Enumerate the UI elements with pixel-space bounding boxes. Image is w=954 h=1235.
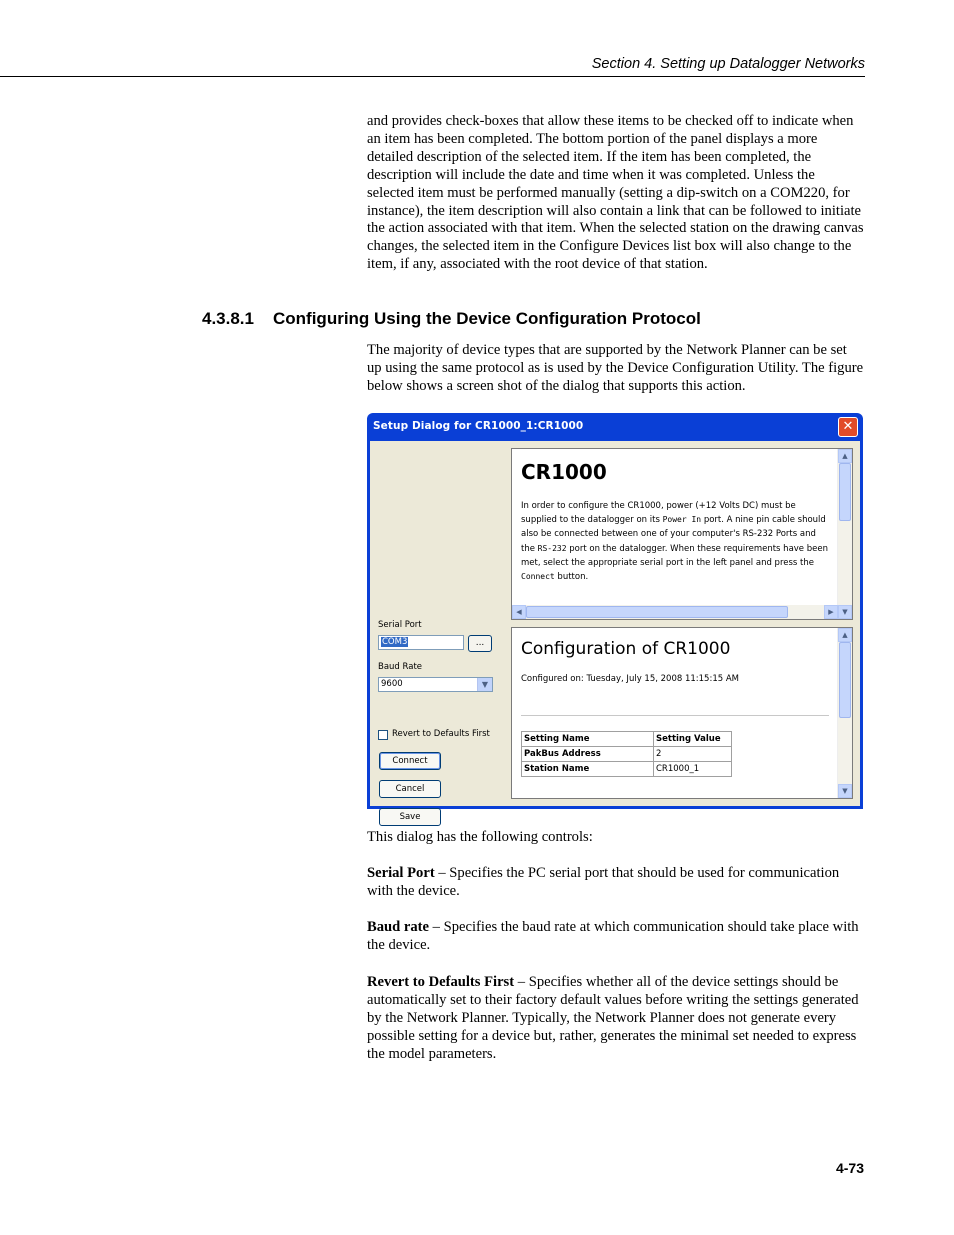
heading-number: 4.3.8.1 xyxy=(202,309,254,328)
heading-title: Configuring Using the Device Configuration Protocol xyxy=(273,309,701,328)
control-term: Revert to Defaults First xyxy=(367,974,515,990)
dialog-title: Setup Dialog for CR1000_1:CR1000 xyxy=(373,420,584,432)
control-description xyxy=(367,974,864,1064)
device-info-text xyxy=(521,499,831,584)
control-description xyxy=(367,865,864,901)
controls-intro: This dialog has the following controls: xyxy=(367,829,593,845)
scroll-up-icon[interactable]: ▲ xyxy=(838,449,852,463)
settings-table xyxy=(521,731,732,777)
hscroll-thumb[interactable] xyxy=(526,606,788,618)
paragraph-2: The majority of device types that are supported by the Network Planner can be set up using the same protocol as is used by the Device Configuration Utility. The figure below shows a screen shot of the dialog that supports this action. xyxy=(367,342,864,394)
table-row xyxy=(522,747,732,762)
divider xyxy=(521,715,829,716)
device-info-pane[interactable] xyxy=(511,448,853,620)
section-heading xyxy=(202,309,701,329)
setup-dialog xyxy=(367,413,863,822)
control-desc: – Specifies whether all of the device settings should be automatically set to their factory default values before writing the settings generated by the Network Planner. Typically, the Network Planner does not generate every possible setting for a device but, rather, generates the minimal set needed to express the model parameters. xyxy=(367,974,859,1062)
horizontal-scrollbar[interactable] xyxy=(512,605,838,619)
table-header-row xyxy=(522,732,732,747)
scroll-down-icon[interactable]: ▼ xyxy=(838,784,852,798)
page-number: 4-73 xyxy=(835,1160,864,1176)
rs232-code: RS-232 xyxy=(537,543,567,553)
scroll-right-icon[interactable]: ▶ xyxy=(824,605,838,619)
close-icon[interactable]: ✕ xyxy=(838,417,858,437)
revert-label: Revert to Defaults First xyxy=(392,729,490,739)
intro-paragraph: and provides check-boxes that allow these items to be checked off to indicate when an item has been completed. The bottom portion of the panel displays a more detailed description of the selected item. If the item has been completed, the description will include the date and time when it was completed. Unless the selected item must be performed manually (setting a dip-switch on a COM220, for instance), the item description will also contain a link that can be followed to initiate the action associated with that item. When the selected station on the drawing canvas changes, the selected item in the Configure Devices list box will also change to the item, if any, associated with the root device of that station. xyxy=(367,113,864,273)
serial-port-value: COM3 xyxy=(382,637,408,647)
device-info-title: CR1000 xyxy=(521,460,607,484)
chevron-down-icon[interactable]: ▼ xyxy=(477,678,492,691)
browse-button[interactable]: ... xyxy=(468,635,492,652)
scroll-left-icon[interactable]: ◀ xyxy=(512,605,526,619)
scroll-down-icon[interactable]: ▼ xyxy=(838,605,852,619)
setting-value-cell: 2 xyxy=(654,747,732,762)
power-in-code: Power In xyxy=(662,515,702,525)
scroll-thumb[interactable] xyxy=(839,463,851,521)
left-panel xyxy=(370,441,510,822)
baud-rate-label: Baud Rate xyxy=(378,662,423,672)
connect-button[interactable]: Connect xyxy=(379,752,441,770)
column-header: Setting Value xyxy=(654,732,732,747)
configured-on-text: Configured on: Tuesday, July 15, 2008 11:15:15 AM xyxy=(521,674,739,684)
dialog-titlebar xyxy=(370,413,860,441)
setting-name-cell: PakBus Address xyxy=(522,747,654,762)
control-desc: – Specifies the PC serial port that should be used for communication with the device. xyxy=(367,865,840,899)
control-term: Serial Port xyxy=(367,865,435,881)
info-text-part: button. xyxy=(554,572,589,583)
baud-rate-value: 9600 xyxy=(381,679,403,689)
connect-code: Connect xyxy=(521,572,555,582)
control-description xyxy=(367,919,864,955)
section-title: Section 4. Setting up Datalogger Networks xyxy=(591,56,865,72)
setting-value-cell: CR1000_1 xyxy=(654,762,732,777)
cancel-button[interactable]: Cancel xyxy=(379,780,441,798)
table-row xyxy=(522,762,732,777)
dialog-client-area xyxy=(370,441,860,822)
info-text-part: port on the datalogger. When these requirements have been met, select the appropriate serial port in the left panel and press the xyxy=(521,543,828,568)
info-text-part: port. A nine pin cable should also be connected between one of your computer's RS-232 Ports and the xyxy=(521,515,826,554)
control-desc: – Specifies the baud rate at which communication should take place with the device. xyxy=(367,919,859,953)
configuration-pane[interactable] xyxy=(511,627,853,799)
setting-name-cell: Station Name xyxy=(522,762,654,777)
vertical-scrollbar[interactable] xyxy=(837,628,852,798)
configuration-title: Configuration of CR1000 xyxy=(521,639,731,659)
page-header xyxy=(0,54,865,77)
vertical-scrollbar[interactable] xyxy=(837,449,852,619)
save-button[interactable]: Save xyxy=(379,808,441,826)
column-header: Setting Name xyxy=(522,732,654,747)
baud-rate-select[interactable] xyxy=(378,677,493,692)
scroll-up-icon[interactable]: ▲ xyxy=(838,628,852,642)
scroll-thumb[interactable] xyxy=(839,642,851,718)
control-term: Baud rate xyxy=(367,919,430,935)
serial-port-label: Serial Port xyxy=(378,620,422,630)
serial-port-input[interactable] xyxy=(378,635,464,650)
info-text-part: In order to configure the CR1000, power (+12 Volts DC) must be supplied to the datalogger on its xyxy=(521,501,796,526)
revert-checkbox[interactable] xyxy=(378,730,388,740)
